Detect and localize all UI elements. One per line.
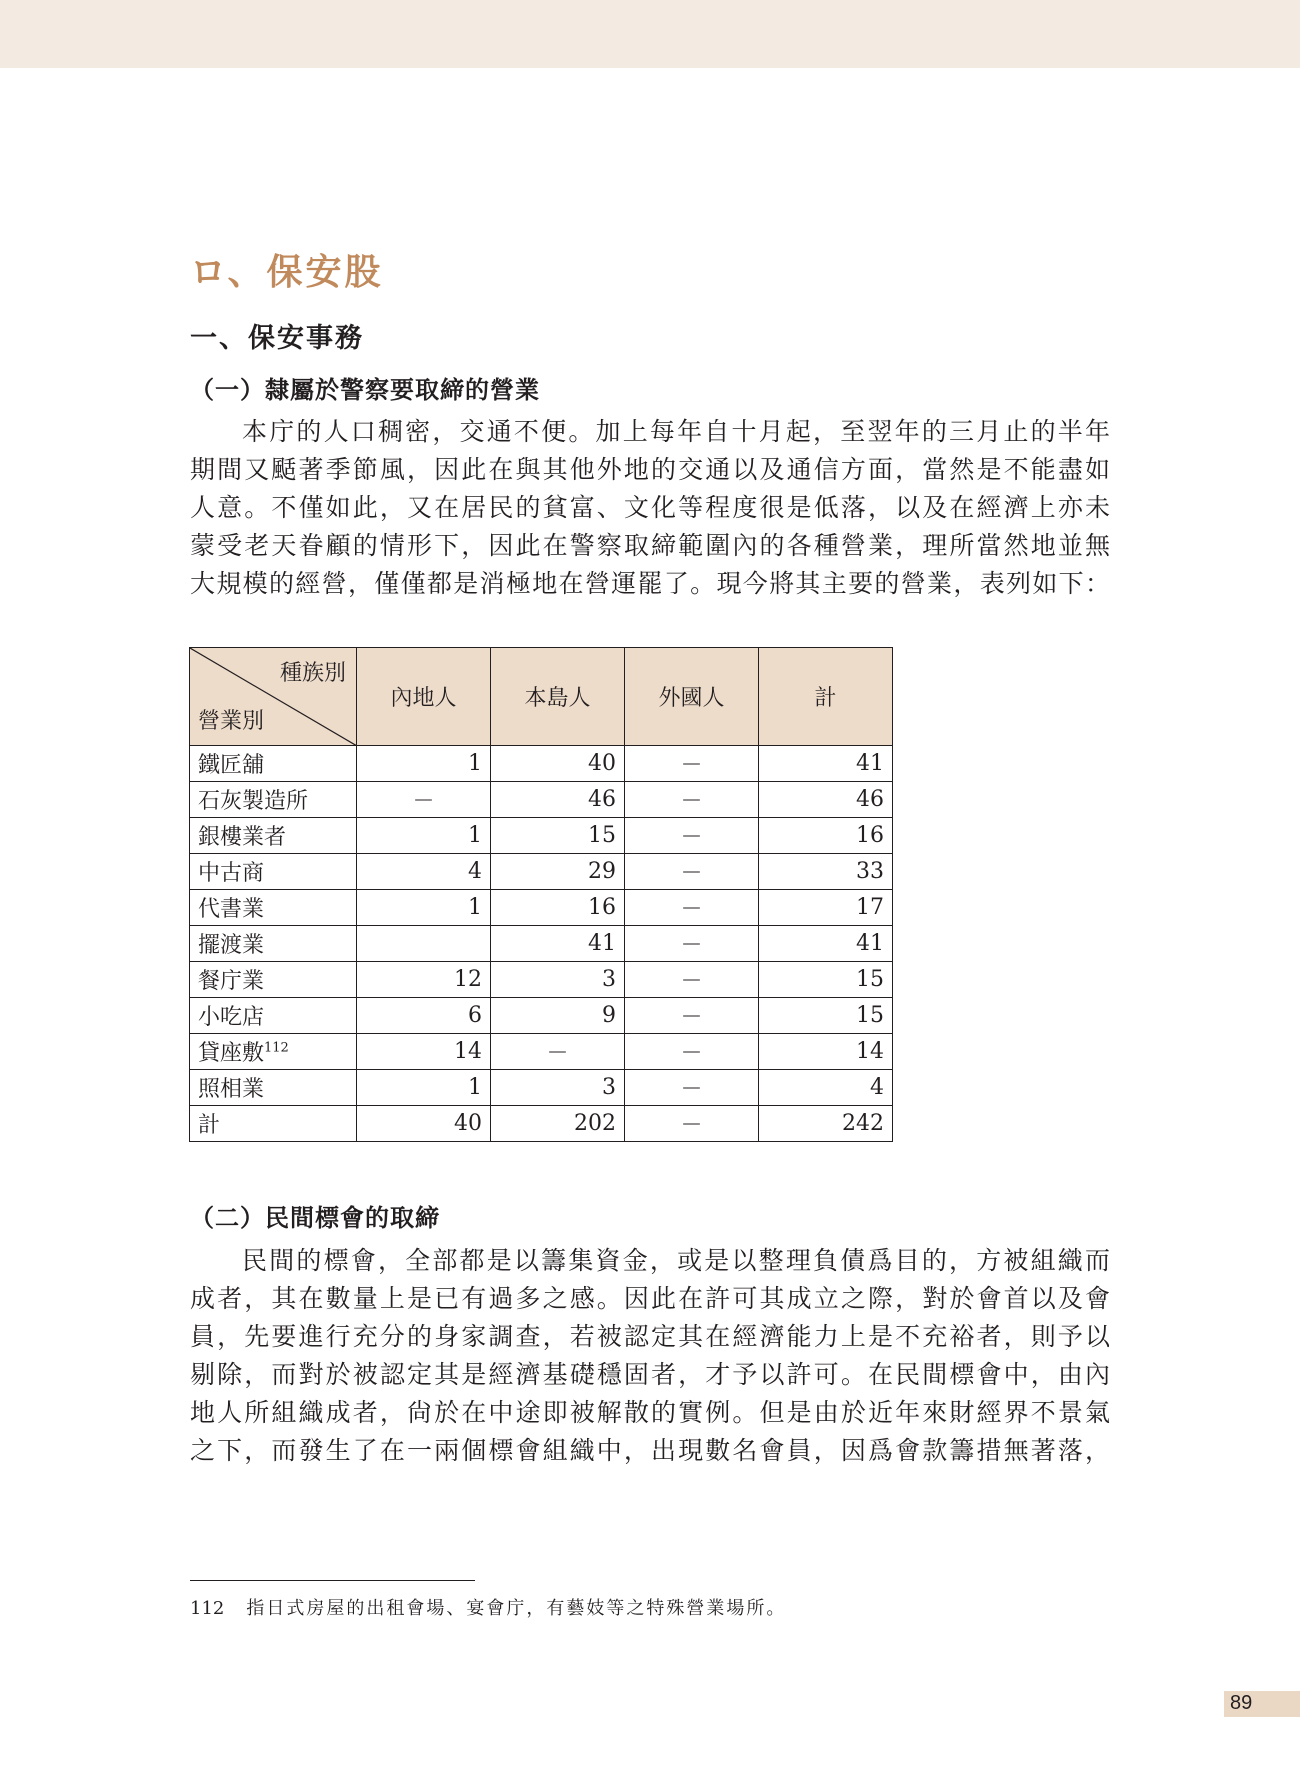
table-cell: 17 [759,890,893,926]
row-label: 代書業 [198,897,265,922]
table-cell: － [625,962,759,998]
table-cell [357,926,491,962]
table-cell: 3 [491,1070,625,1106]
table-cell: － [625,782,759,818]
table-cell: 16 [491,890,625,926]
table-cell: 1 [357,1070,491,1106]
item1-heading: （一）隸屬於警察要取締的營業 [190,375,540,404]
row-label: 銀樓業者 [198,825,287,850]
column-axis-label: 種族別 [279,661,346,686]
row-label: 鐵匠舖 [198,753,265,778]
table-cell: 242 [759,1106,893,1142]
item2-paragraph [190,1242,1110,1470]
table-cell: － [625,1034,759,1070]
column-header: 外國人 [625,648,759,746]
row-label-cell [190,1070,357,1106]
row-label-cell [190,962,357,998]
sub-heading: 一、保安事務 [190,323,364,354]
table-cell: － [625,926,759,962]
table-cell: 12 [357,962,491,998]
paragraph-line: 人意。不僅如此，又在居民的貧富、文化等程度很是低落，以及在經濟上亦未 [190,493,1110,522]
table-row [190,854,893,890]
table-cell: 16 [759,818,893,854]
table-cell: 46 [759,782,893,818]
table-cell: 6 [357,998,491,1034]
table-row [190,1106,893,1142]
paragraph-line: 蒙受老天眷顧的情形下，因此在警察取締範圍內的各種營業，理所當然地並無 [190,531,1110,560]
item2-heading: （二）民間標會的取締 [190,1203,440,1232]
table-cell: － [491,1034,625,1070]
table-cell: 1 [357,746,491,782]
table-cell: 41 [491,926,625,962]
table-cell: － [357,782,491,818]
table-cell: 202 [491,1106,625,1142]
table-body [190,746,893,1142]
table-header-row [190,648,893,746]
table-cell: 1 [357,890,491,926]
section-heading: ロ、保安股 [190,252,384,293]
table-cell: － [625,854,759,890]
table-cell: 41 [759,926,893,962]
paragraph-line: 員，先要進行充分的身家調查，若被認定其在經濟能力上是不充裕者，則予以 [190,1322,1110,1351]
row-label-cell [190,1106,357,1142]
table-cell: － [625,818,759,854]
table-cell: 33 [759,854,893,890]
paragraph-line: 成者，其在數量上是已有過多之感。因此在許可其成立之際，對於會首以及會 [190,1284,1110,1313]
row-axis-label: 營業別 [198,709,265,734]
table-row [190,782,893,818]
table-row [190,890,893,926]
column-header: 本島人 [491,648,625,746]
table-cell: 9 [491,998,625,1034]
paragraph-line: 地人所組織成者，尙於在中途即被解散的實例。但是由於近年來財經界不景氣 [190,1398,1110,1427]
footnote [190,1594,786,1620]
row-label: 石灰製造所 [198,789,309,814]
row-label: 擺渡業 [198,933,265,958]
table-cell: － [625,890,759,926]
footnote-text: 指日式房屋的出租會場、宴會庁，有藝妓等之特殊營業場所。 [246,1598,787,1619]
table-cell: 15 [759,962,893,998]
table-row [190,746,893,782]
row-label-cell [190,926,357,962]
page-number: 89 [1230,1692,1253,1714]
row-label-cell [190,1034,357,1070]
table-cell: － [625,746,759,782]
paragraph-line: 剔除，而對於被認定其是經濟基礎穩固者，才予以許可。在民間標會中，由內 [190,1360,1110,1389]
table-cell: － [625,1106,759,1142]
paragraph-line: 大規模的經營，僅僅都是消極地在營運罷了。現今將其主要的營業，表列如下： [190,569,1110,598]
paragraph-line: 期間又颳著季節風，因此在與其他外地的交通以及通信方面，當然是不能盡如 [190,455,1110,484]
table-row [190,1070,893,1106]
table-row [190,818,893,854]
table-row [190,998,893,1034]
row-label: 貸座敷 [198,1041,265,1066]
table-cell: 29 [491,854,625,890]
footnote-rule [190,1580,475,1581]
table-cell: 40 [357,1106,491,1142]
table-cell: － [625,1070,759,1106]
footnote-number: 112 [190,1598,225,1619]
row-label-cell [190,998,357,1034]
row-label: 中古商 [198,861,265,886]
table-cell: 41 [759,746,893,782]
business-table [189,647,893,1142]
paragraph-line: 本庁的人口稠密，交通不便。加上每年自十月起，至翌年的三月止的半年 [242,417,1110,446]
table-cell: 4 [357,854,491,890]
table-cell: － [625,998,759,1034]
table-row [190,926,893,962]
table-cell: 4 [759,1070,893,1106]
row-label: 照相業 [198,1077,265,1102]
paragraph-line: 之下，而發生了在一兩個標會組織中，出現數名會員，因爲會款籌措無著落， [190,1436,1110,1465]
table-row [190,962,893,998]
paragraph-line: 民間的標會，全部都是以籌集資金，或是以整理負債爲目的，方被組織而 [242,1246,1110,1275]
top-color-band [0,0,1300,68]
row-label-cell [190,782,357,818]
column-header: 計 [759,648,893,746]
row-label-cell [190,818,357,854]
table-cell: 14 [357,1034,491,1070]
item1-paragraph [190,413,1110,603]
table-cell: 15 [759,998,893,1034]
column-header: 內地人 [357,648,491,746]
table-cell: 3 [491,962,625,998]
table-row [190,1034,893,1070]
row-label: 小吃店 [198,1005,265,1030]
table-cell: 40 [491,746,625,782]
row-label: 餐庁業 [198,969,265,994]
table-corner-cell [190,648,357,746]
row-label-cell [190,746,357,782]
footnote-reference: 112 [264,1040,289,1056]
table-cell: 15 [491,818,625,854]
row-label-cell [190,890,357,926]
table-cell: 14 [759,1034,893,1070]
row-label-cell [190,854,357,890]
table-cell: 1 [357,818,491,854]
table-cell: 46 [491,782,625,818]
row-label: 計 [198,1113,221,1138]
